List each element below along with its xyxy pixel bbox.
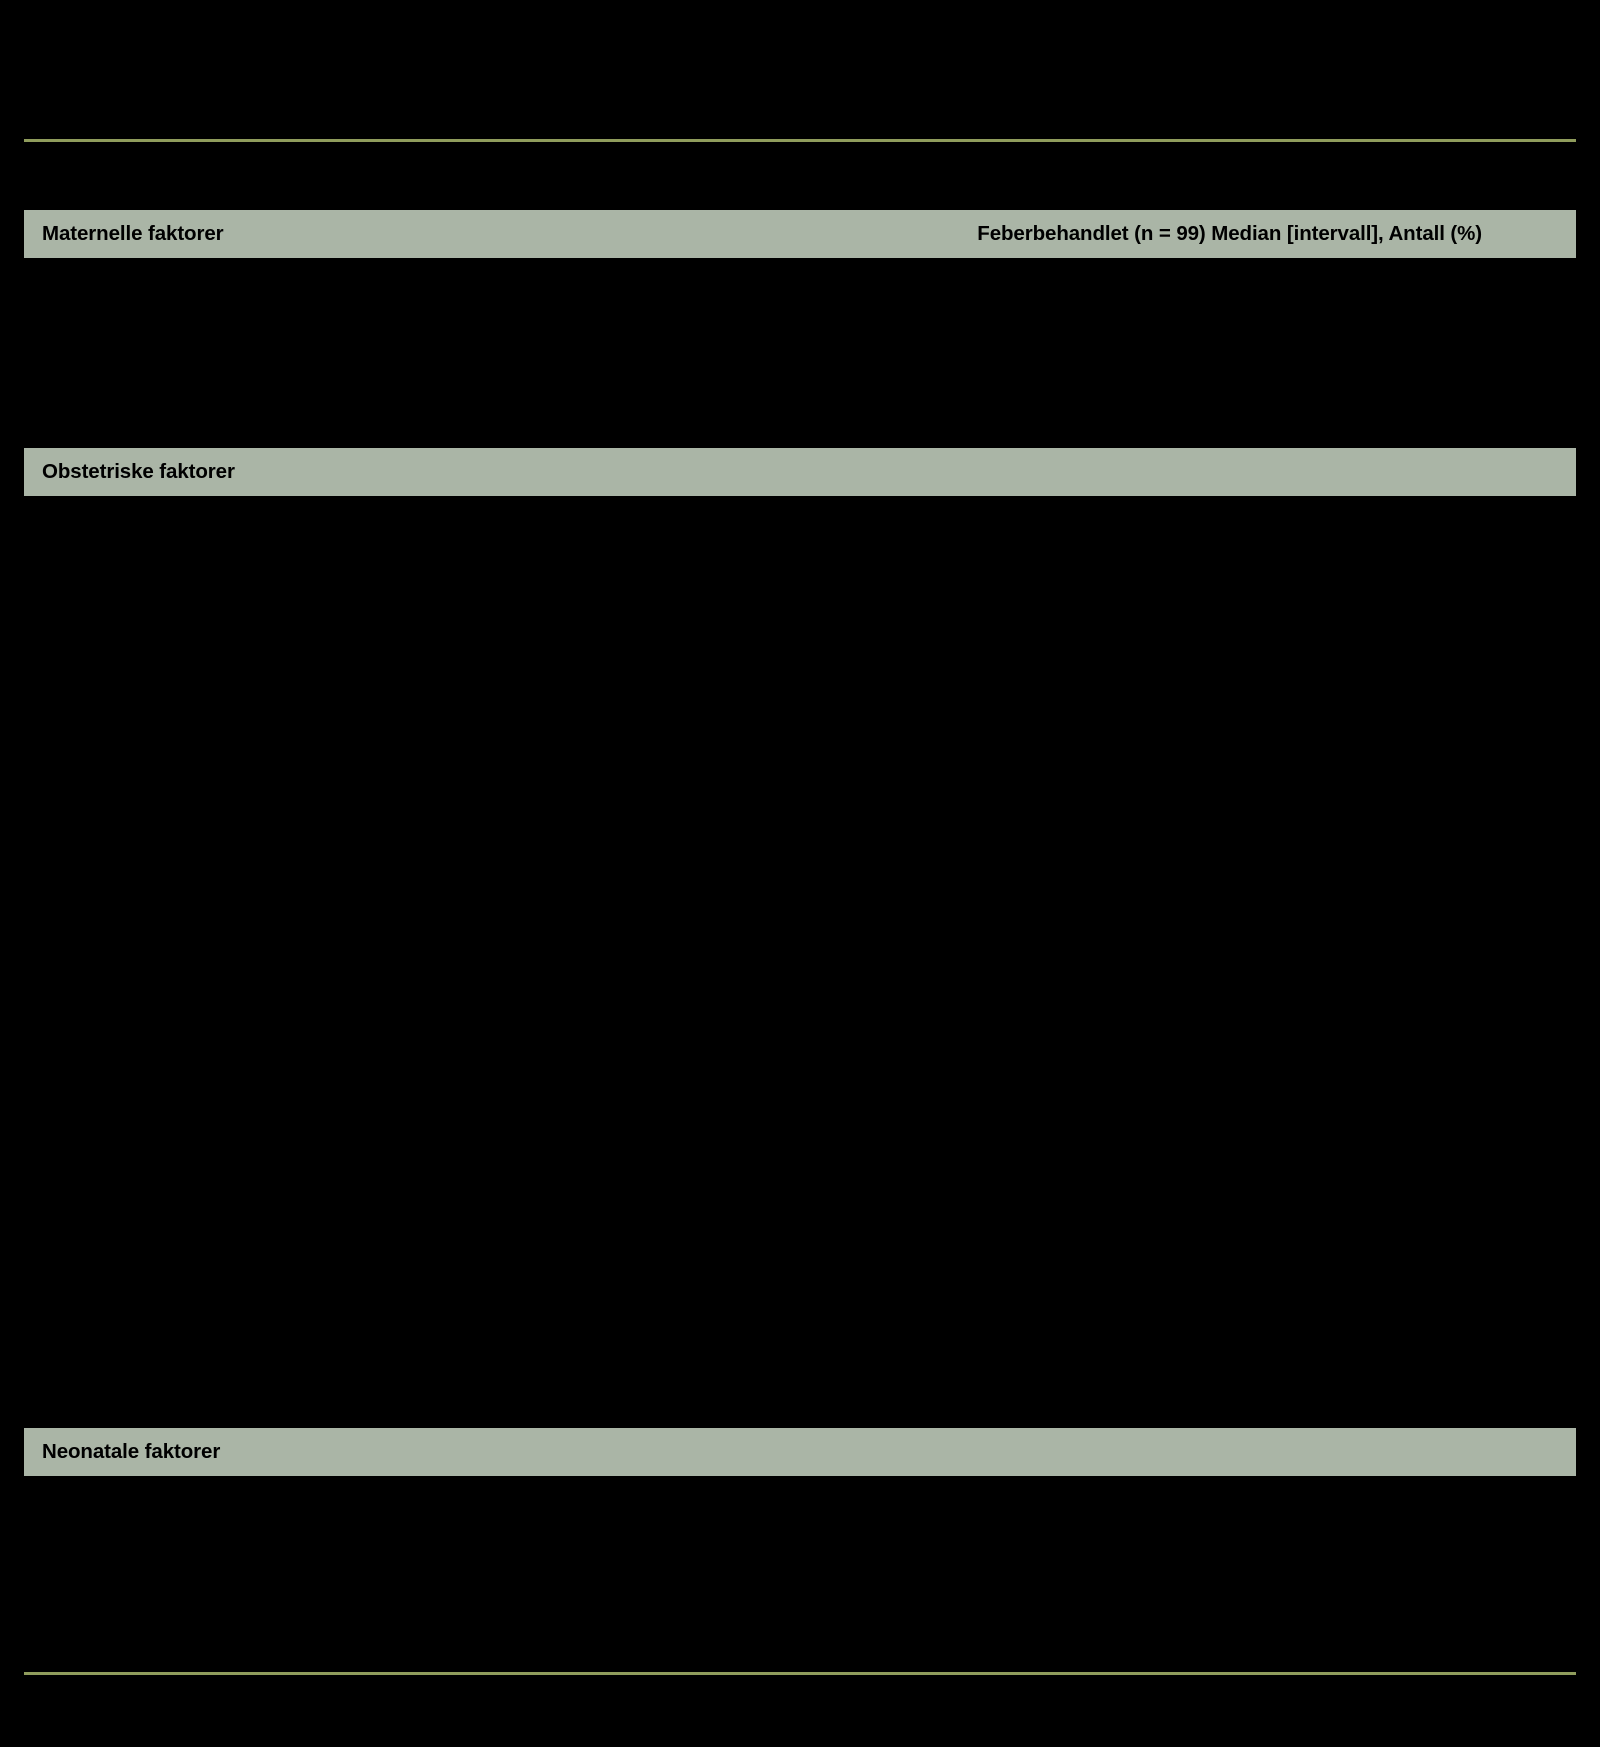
section-header-neonatale-faktorer [24, 1428, 1576, 1476]
data-table [24, 0, 1576, 1747]
table-bottom-rule [24, 1672, 1576, 1675]
column-header-maternelle-faktorer: Maternelle faktorer [42, 221, 224, 245]
section-label-neonatale-faktorer: Neonatale faktorer [42, 1439, 221, 1463]
table-header-row [24, 210, 1576, 258]
section-header-obstetriske-faktorer [24, 448, 1576, 496]
column-header-feberbehandlet: Feberbehandlet (n = 99) Median [intervall], Antall (%) [977, 221, 1482, 245]
neonatale-faktorer-rows [24, 1476, 1576, 1672]
section-label-obstetriske-faktorer: Obstetriske faktorer [42, 459, 235, 483]
obstetriske-faktorer-rows [24, 496, 1576, 1428]
maternelle-faktorer-rows [24, 258, 1576, 448]
table-top-rule [24, 139, 1576, 142]
